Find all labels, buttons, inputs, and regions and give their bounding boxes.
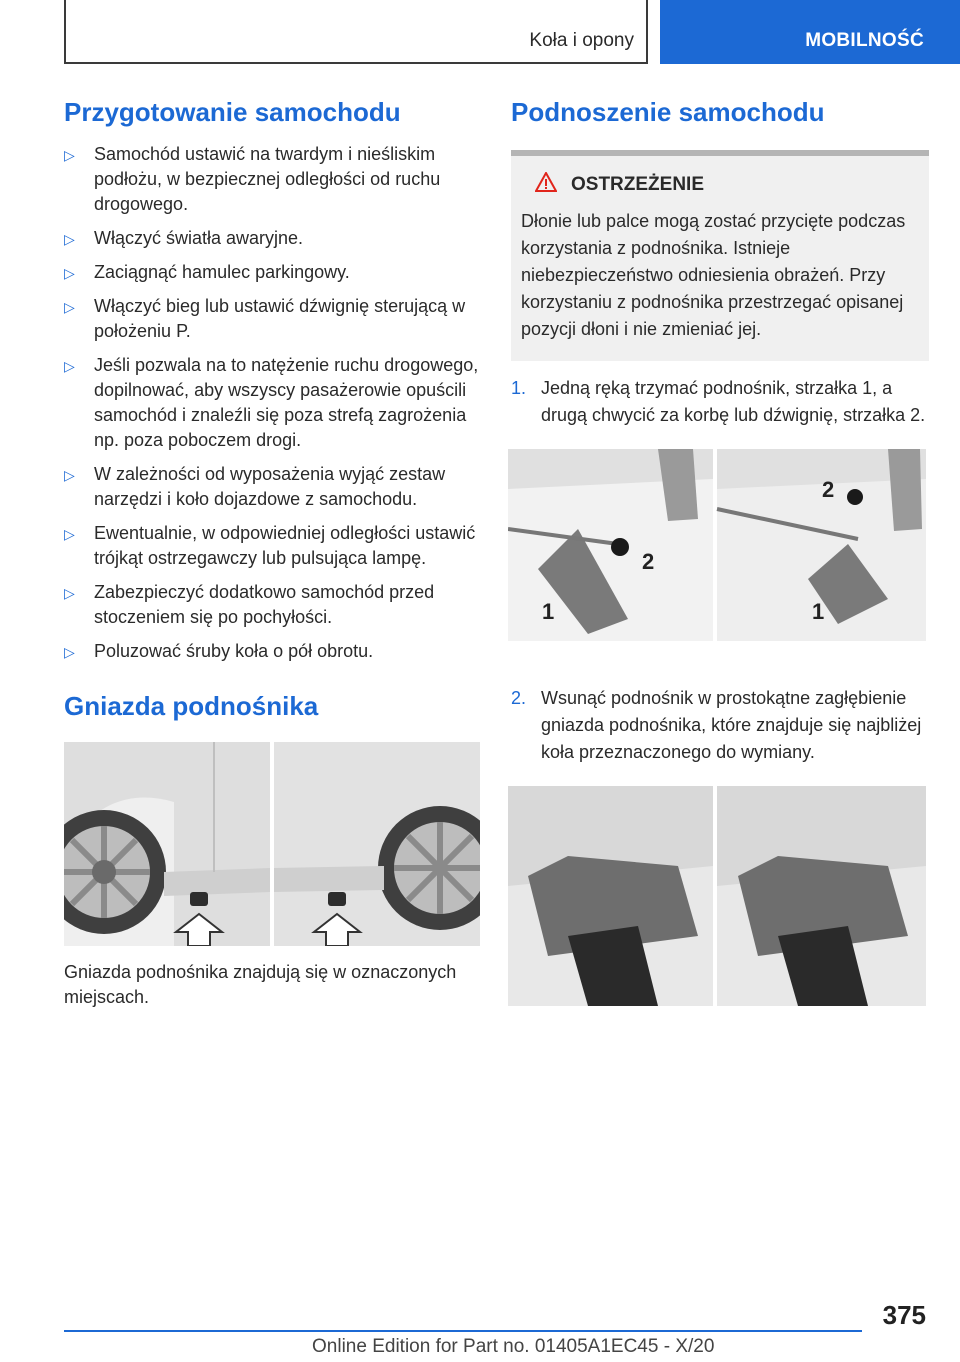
jack-insert-figure [508,786,926,1006]
list-item: ▷ Zabezpieczyć dodatkowo samochód przed stoczeniem się po pochyłości. [64,581,435,627]
jack-hold-figure [508,449,926,641]
left-column [64,96,480,1010]
heading-lifting: Podnoszenie samochodu [511,97,825,127]
list-item: ▷ Poluzować śruby koła o pół obrotu. [64,639,480,664]
arrow-label-1: 1 [812,598,825,624]
list-item: ▷ Zaciągnąć hamulec parkingowy. [64,260,480,285]
right-column [511,96,929,1006]
header-box [64,0,648,64]
arrow-label-2: 2 [642,548,655,574]
footer-divider [64,1330,862,1332]
heading-preparation: Przygotowanie samochodu [64,97,401,127]
steps-list [511,375,929,429]
warning-text: Dłonie lub palce mogą zostać przycięte podczas korzystania z podnośnika. Istnieje niebezpieczeństwo odniesienia obrażeń. Przy korzystaniu z podnośnika przestrzegać opisanej pozycji dłoni i nie zmieniać jej. [521,210,906,339]
jack-points-figure [64,742,480,946]
step-item [511,685,929,766]
warning-triangle-icon [535,172,557,198]
list-item: ▷ Samochód ustawić na twardym i nieśliskim podłożu, w bezpiecznej odległości od ruchu drogowego. [64,143,441,214]
warning-title: OSTRZEŻENIE [571,173,705,195]
list-item: ▷ Włączyć bieg lub ustawić dźwignię sterującą w położeniu P. [64,295,466,341]
triangle-bullet-icon: ▷ [64,584,75,601]
chapter-title: MOBILNOŚĆ [805,30,924,51]
step-text: Jedną ręką trzymać podnośnik, strzałka 1, a drugą chwycić za korbę lub dźwignię, strzałka 2. [541,377,926,425]
steps-list [511,685,929,766]
triangle-bullet-icon: ▷ [64,357,75,374]
triangle-bullet-icon: ▷ [64,146,75,163]
list-item: ▷ W zależności od wyposażenia wyjąć zestaw narzędzi i koło dojazdowe z samochodu. [64,463,446,509]
triangle-bullet-icon: ▷ [64,466,75,483]
triangle-bullet-icon: ▷ [64,264,75,281]
chapter-tab[interactable] [660,0,960,64]
step-item [511,375,929,429]
warning-box [511,150,929,361]
warning-header [535,172,919,198]
section-title: Koła i opony [529,30,634,51]
triangle-bullet-icon: ▷ [64,525,75,542]
arrow-label-2: 2 [822,476,835,502]
list-item: ▷ Ewentualnie, w odpowiedniej odległości ustawić trójkąt ostrzegawczy lub pulsująca lampę. [64,522,476,568]
heading-jack-points: Gniazda podnośnika [64,690,319,721]
preparation-list [64,142,480,664]
triangle-bullet-icon: ▷ [64,298,75,315]
triangle-bullet-icon: ▷ [64,643,75,660]
step-number: 2. [511,687,527,708]
step-number: 1. [511,377,527,398]
page-number: 375 [882,1300,926,1330]
step-text: Wsunąć podnośnik w prostokątne zagłębienie gniazda podnośnika, które znajduje się najbliżej koła przeznaczonego do wymiany. [541,687,922,762]
triangle-bullet-icon: ▷ [64,230,75,247]
list-item: ▷ Włączyć światła awaryjne. [64,226,480,251]
arrow-label-1: 1 [542,598,555,624]
footer-edition: Online Edition for Part no. 01405A1EC45 - X/20 [312,1336,715,1357]
jack-points-caption: Gniazda podnośnika znajdują się w oznaczonych miejscach. [64,961,457,1007]
list-item: ▷ Jeśli pozwala na to natężenie ruchu drogowego, dopilnować, aby wszyscy pasażerowie opuścili samochód i znaleźli się poza strefą zagrożenia np. poza poboczem drogi. [64,354,479,450]
